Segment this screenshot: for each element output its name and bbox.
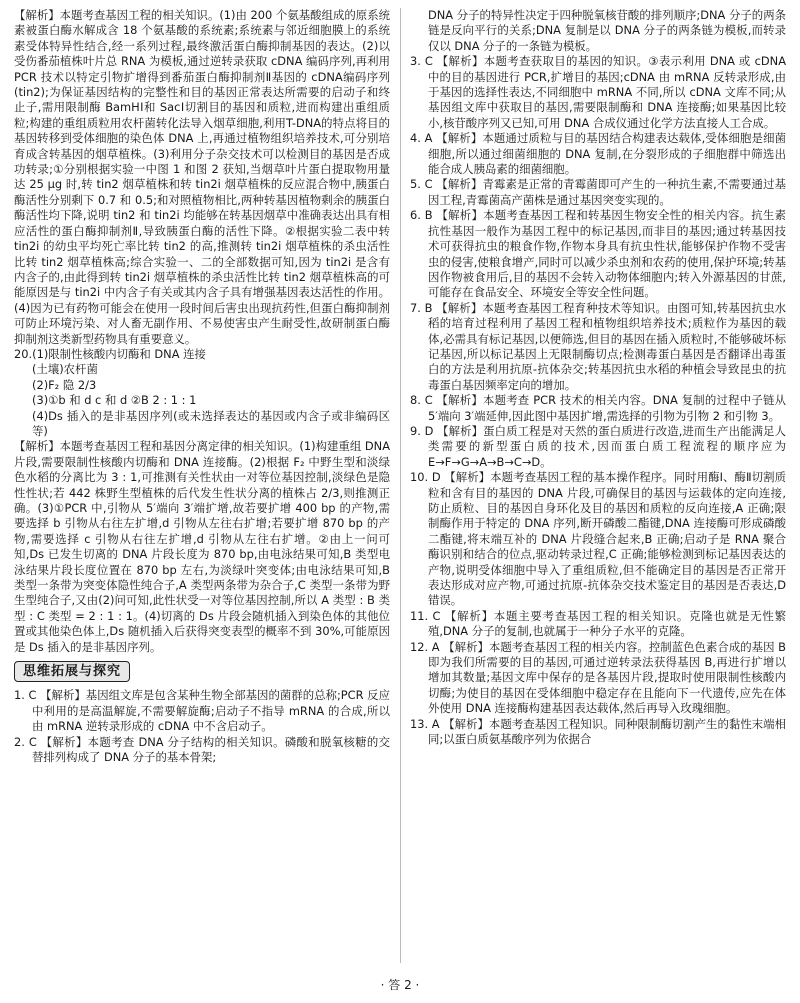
analysis-paragraph-20: 【解析】本题考查基因工程和基因分离定律的相关知识。(1)构建重组 DNA 片段,需要限制性核酸内切酶和 DNA 连接酶。(2)根据 F₂ 中野生型和淡绿色水稻的分离比为 3 : 1,可推测有关性状由一对等位基因控制,淡绿色是隐性性状;若 442 株野生型植株的后代发生性状分离的植株占 2/3,则推测正确。(3)①PCR 中,引物从 5′端向 3′端扩增,故若要扩增 400 bp 的产物,需要选择 b 引物从右往左扩增,d 引物从左往右扩增;若要扩增 870 bp 的产物,需要选择 c 引物从右往左扩增,d 引物从左往右扩增。②由上一问可知,Ds 已发生切离的 DNA 片段长度为 870 bp,由电泳结果可知,B 类型电泳结果片段长度位置在 870 bp 左右,为淡绿叶突变体;由电泳结果可知,B 类型一条带为突变体隐性纯合子,A 类型两条带为杂合子,C 类型一条带为野生型纯合子,又由(2)问可知,此性状受一对等位基因控制,所以 A 类型 : B 类型 : C 类型 = 2 : 1 : 1。(4)切离的 Ds 片段会随机插入到染色体的其他位置或其他染色体上,Ds 随机插入后获得突变表型的概率不到 30%,可能原因是 Ds 插入的是非基因序列。 — [14, 439, 390, 654]
answer-20-line-4: (3)①b 和 d c 和 d ②B 2 : 1 : 1 — [32, 393, 197, 408]
page-number: · 答 2 · — [380, 977, 420, 992]
answer-9: 9. D 【解析】蛋白质工程是对天然的蛋白质进行改造,进而生产出能满足人类需要的新型蛋白质的技术,因而蛋白质工程流程的顺序应为 E→F→G→A→B→C→D。 — [410, 423, 786, 469]
answer-20 — [14, 347, 390, 439]
answer-20-line-2: (土壤)农杆菌 — [32, 362, 98, 377]
answer-6: 6. B 【解析】本题考查基因工程和转基因生物安全性的相关内容。抗生素抗性基因一般作为基因工程中的标记基因,而非目的基因;通过转基因技术可获得抗虫的粮食作物,作物本身具有抗虫性状,能够保护作物不受害虫的侵害,使粮食增产,同时可以减少杀虫剂和农药的使用,保护环境;转基因作物被食用后,目的基因不会转入动物体细胞内;转入外源基因的甘蔗,可能存在食品安全、环境安全等安全性问题。 — [410, 208, 786, 300]
left-column — [14, 8, 390, 963]
answer-20-line-3: (2)F₂ 隐 2/3 — [32, 377, 97, 392]
column-divider — [400, 8, 401, 963]
answer-20-line-1: (1)限制性核酸内切酶和 DNA 连接 — [32, 346, 206, 361]
answer-20-line-5: (4)Ds 插入的是非基因序列(或未选择表达的基因或内含子或非编码区等) — [32, 408, 390, 438]
section-heading: 思维拓展与探究 — [14, 661, 130, 682]
answer-4: 4. A 【解析】本题通过质粒与目的基因结合构建表达载体,受体细胞是细菌细胞,所以通过细菌细胞的 DNA 复制,在分裂形成的子细胞群中筛选出能合成人胰岛素的细菌细胞。 — [410, 131, 786, 177]
answer-2: 2. C 【解析】本题考查 DNA 分子结构的相关知识。磷酸和脱氧核糖的交替排列构成了 DNA 分子的基本骨架; — [14, 734, 390, 765]
answer-13: 13. A 【解析】本题考查基因工程知识。同种限制酶切割产生的黏性末端相同;以蛋白质氨基酸序列为依据合 — [410, 716, 786, 747]
answer-3: 3. C 【解析】本题考查获取目的基因的知识。③表示利用 DNA 或 cDNA 中的目的基因进行 PCR,扩增目的基因;cDNA 由 mRNA 反转录形成,由于基因的选择性表达,不同细胞中 mRNA 不同,所以 cDNA 文库不同;从基因组文库中获取目的基因,需要限制酶和 DNA 连接酶;如果基因比较小,核苷酸序列又已知,可用 DNA 合成仪通过化学方法直接人工合成。 — [410, 54, 786, 130]
answer-2-continued: DNA 分子的特异性决定于四种脱氧核苷酸的排列顺序;DNA 分子的两条链是反向平行的关系;DNA 复制是以 DNA 分子的两条链为模板,而转录仅以 DNA 分子的一条链为模板。 — [428, 8, 786, 53]
two-column-body — [14, 8, 786, 963]
answer-1: 1. C 【解析】基因组文库是包含某种生物全部基因的菌群的总称;PCR 反应中利用的是高温解旋,不需要解旋酶;启动子不指导 mRNA 的合成,所以由 mRNA 逆转录形成的 cDNA 中不含启动子。 — [14, 688, 390, 734]
answer-12: 12. A 【解析】本题考查基因工程的相关内容。控制蓝色色素合成的基因 B 即为我们所需要的目的基因,可通过逆转录法获得基因 B,再进行扩增以增加其数量;基因文库中保存的是各基因片段,提取时使用限制性核酸内切酶;为使目的基因在受体细胞中稳定存在且能向下一代遗传,应先在体外使用 DNA 连接酶构建基因表达载体,然后再导入玫瑰细胞。 — [410, 639, 786, 716]
question-number: 20. — [14, 346, 33, 361]
answer-10: 10. D 【解析】本题考查基因工程的基本操作程序。同时用酶Ⅰ、酶Ⅱ切割质粒和含有目的基因的 DNA 片段,可确保目的基因与运载体的定向连接,防止质粒、目的基因自身环化及目的基因和质粒的反向连接,A 正确;限制酶作用于特定的 DNA 序列,断开磷酸二酯键,DNA 连接酶可形成磷酸二酯键,将末端互补的 DNA 片段缝合起来,B 正确;启动子是 RNA 聚合酶识别和结合的位点,驱动转录过程,C 正确;能够检测到标记基因表达的产物,说明受体细胞中导入了重组质粒,但不能确定目的基因是否正常开表达形成对应产物,可通过抗原-抗体杂交技术鉴定目的基因是否表达,D 错误。 — [410, 470, 786, 608]
answer-8: 8. C 【解析】本题考查 PCR 技术的相关内容。DNA 复制的过程中子链从 5′端向 3′端延伸,因此图中基因扩增,需选择的引物为引物 2 和引物 3。 — [410, 393, 786, 423]
right-column — [410, 8, 786, 963]
answer-11: 11. C 【解析】本题主要考查基因工程的相关知识。克隆也就是无性繁殖,DNA 分子的复制,也就属于一种分子水平的克隆。 — [410, 608, 786, 639]
analysis-paragraph-19: 【解析】本题考查基因工程的相关知识。(1)由 200 个氨基酸组成的原系统素被蛋白酶水解成含 18 个氨基酸的系统素;系统素与邻近细胞膜上的系统素受体特异性结合,经一系列过程,最终激活蛋白酶抑制基因的表达。(2)以受伤番茄植株叶片总 RNA 为模板,通过逆转录获取 cDNA 编码序列,再利用 PCR 技术以特定引物扩增得到番茄蛋白酶抑制剂Ⅱ基因的 cDNA编码序列(tin2);为保证基因结构的完整性和目的基因正常表达所需要的启动子和终止子,需用限制酶 BamHⅠ和 SacⅠ切割目的基因和质粒,进而构建出重组质粒;构建的重组质粒用农杆菌转化法导入烟草细胞,利用T-DNA的特点将目的基因转移到受体细胞的染色体 DNA 上,再通过植物组织培养技术,可分别培育成含转基因的烟草植株。(3)利用分子杂交技术可以检测目的基因是否成功转录;①分别根据实验一中图 1 和图 2 获知,当烟草叶片蛋白提取物用量达 25 μg 时,转 tin2 烟草植株和转 tin2i 烟草植株的反应混合物中,胰蛋白酶活性分别剩下 0.7 和 0.5;和对照植物相比,两种转基因植物剩余的胰蛋白酶活性均下降,说明 tin2 和 tin2i 均能够在转基因烟草中准确表达出具有相应活性的蛋白酶抑制剂Ⅱ,导致胰蛋白酶的活性下降。②根据实验二表中转 tin2i 的幼虫平均死亡率比转 tin2 的高,推测转 tin2i 烟草植株的杀虫活性比转 tin2 烟草植株高;综合实验一、二的全部数据可知,因为 tin2i 是含有内含子的,由此得到转 tin2i 烟草植株的杀虫活性比转 tin2 烟草植株高的可能原因是与 tin2i 中内含子有关或其内含子具有增强基因表达活性的作用。(4)因为已有药物可能会在使用一段时间后害虫出现抗药性,但蛋白酶抑制剂可防止环境污染、对人畜无副作用、不易使害虫产生耐受性,故研制蛋白酶抑制剂这类新型药物具有重要意义。 — [14, 8, 390, 346]
answer-7: 7. B 【解析】本题考查基因工程育种技术等知识。由图可知,转基因抗虫水稻的培育过程利用了基因工程和植物组织培养技术;质粒作为基因的载体,必需具有标记基因,以便筛选,但目的基因在插入质粒时,不能够破坏标记基因,所以标记基因上无限制酶切点;检测毒蛋白基因是否翻译出毒蛋白的方法是利用抗原-抗体杂交;转基因抗虫水稻的种植会导致昆虫的抗毒蛋白基因频率定向的增加。 — [410, 300, 786, 392]
answer-5: 5. C 【解析】青霉素是正常的青霉菌即可产生的一种抗生素,不需要通过基因工程,青霉菌高产菌株是通过基因突变实现的。 — [410, 177, 786, 207]
